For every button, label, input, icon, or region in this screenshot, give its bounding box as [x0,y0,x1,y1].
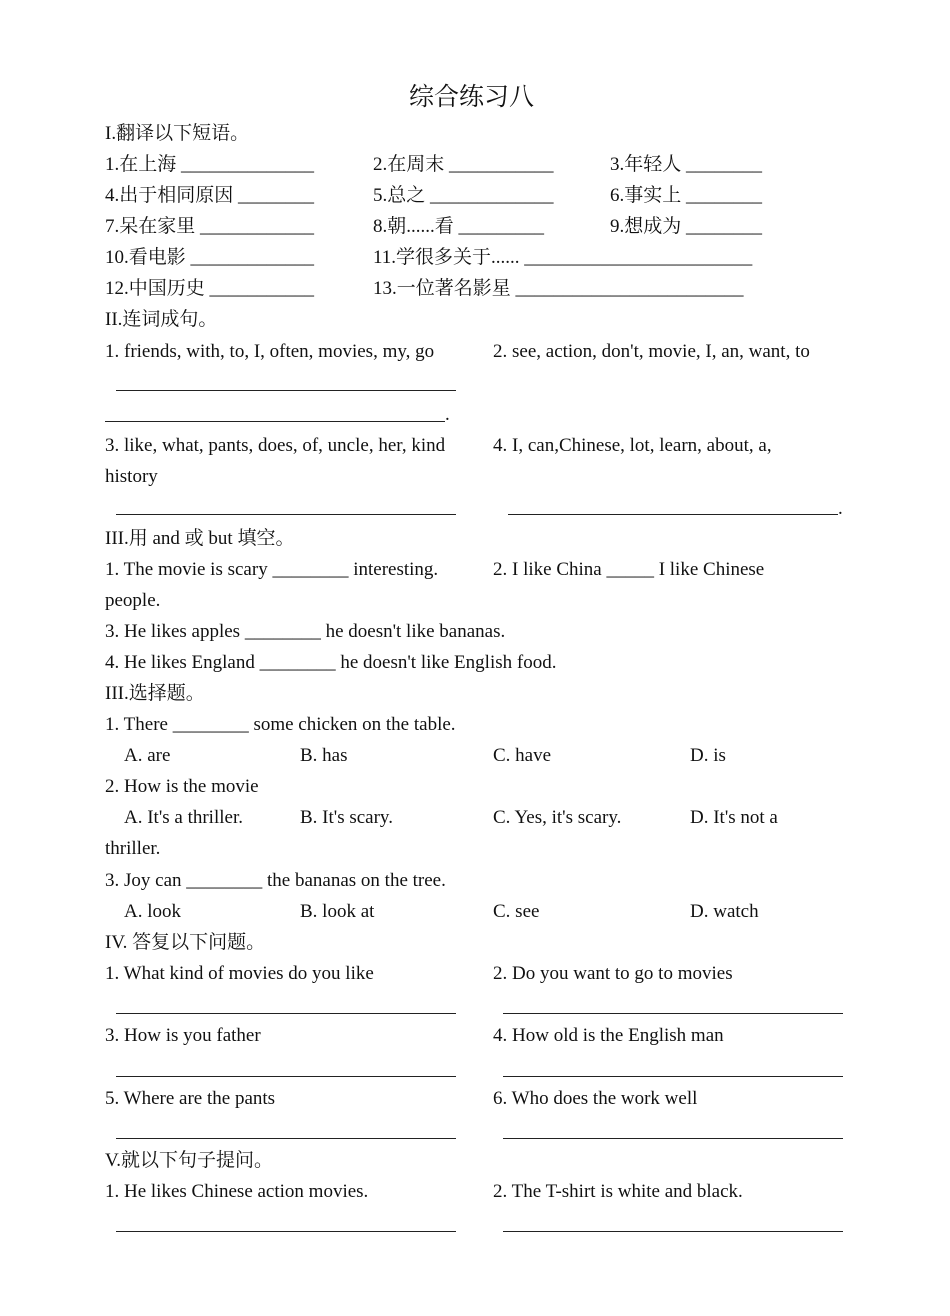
option-a[interactable]: A. are [124,745,171,766]
option-c[interactable]: C. have [493,745,552,766]
s1-item-11: 11.学很多关于...... ________________________ [373,247,753,268]
s3-question-1: 1. The movie is scary ________ interesting. [105,559,439,580]
option-d[interactable]: D. watch [690,901,759,922]
s5-question-2: 2. Do you want to go to movies [493,963,733,984]
s4-question-3: 3. Joy can ________ the bananas on the tree. [105,870,446,891]
s1-item-6: 6.事实上 ________ [610,185,763,206]
s6-question-2: 2. The T-shirt is white and black. [493,1181,743,1202]
option-d-cont: thriller. [105,838,161,859]
answer-line[interactable] [508,514,838,515]
option-d[interactable]: D. is [690,745,726,766]
s1-item-4: 4.出于相同原因 ________ [105,185,315,206]
section-4-heading: III.选择题。 [105,683,205,704]
sentence-period: . [838,498,843,519]
section-6-heading: V.就以下句子提问。 [105,1150,274,1171]
s4-question-1: 1. There ________ some chicken on the table. [105,714,456,735]
s1-item-12: 12.中国历史 ___________ [105,278,315,299]
s1-item-1: 1.在上海 ______________ [105,154,315,175]
s2-question-1: 1. friends, with, to, I, often, movies, my, go [105,341,435,362]
s1-item-13: 13.一位著名影星 ________________________ [373,278,744,299]
s2-question-4: 4. I, can,Chinese, lot, learn, about, a, [493,435,772,456]
option-a[interactable]: A. look [124,901,181,922]
s4-question-2: 2. How is the movie [105,776,259,797]
answer-line[interactable] [105,421,445,422]
s3-question-4: 4. He likes England ________ he doesn't like English food. [105,652,557,673]
s3-question-2: 2. I like China _____ I like Chinese [493,559,765,580]
s1-item-10: 10.看电影 _____________ [105,247,315,268]
option-d[interactable]: D. It's not a [690,807,778,828]
sentence-period: . [445,404,450,425]
answer-line[interactable] [116,514,456,515]
answer-line[interactable] [116,390,456,391]
s5-question-5: 5. Where are the pants [105,1088,276,1109]
s1-item-8: 8.朝......看 _________ [373,216,545,237]
answer-line[interactable] [116,1076,456,1077]
s1-item-2: 2.在周末 ___________ [373,154,554,175]
page-title: 综合练习八 [409,84,535,111]
answer-line[interactable] [503,1231,843,1232]
s2-question-3-cont: history [105,466,158,487]
s1-item-3: 3.年轻人 ________ [610,154,763,175]
s5-question-4: 4. How old is the English man [493,1025,724,1046]
answer-line[interactable] [503,1138,843,1139]
answer-line[interactable] [116,1013,456,1014]
answer-line[interactable] [503,1076,843,1077]
option-c[interactable]: C. Yes, it's scary. [493,807,622,828]
s1-item-7: 7.呆在家里 ____________ [105,216,315,237]
option-b[interactable]: B. It's scary. [300,807,393,828]
answer-line[interactable] [116,1138,456,1139]
s1-item-5: 5.总之 _____________ [373,185,554,206]
s2-question-3: 3. like, what, pants, does, of, uncle, her, kind [105,435,446,456]
s5-question-3: 3. How is you father [105,1025,261,1046]
section-5-heading: IV. 答复以下问题。 [105,932,266,953]
option-b[interactable]: B. look at [300,901,375,922]
s2-question-2: 2. see, action, don't, movie, I, an, want, to [493,341,810,362]
s3-question-3: 3. He likes apples ________ he doesn't like bananas. [105,621,506,642]
option-c[interactable]: C. see [493,901,540,922]
s1-item-9: 9.想成为 ________ [610,216,763,237]
s6-question-1: 1. He likes Chinese action movies. [105,1181,369,1202]
answer-line[interactable] [503,1013,843,1014]
s5-question-1: 1. What kind of movies do you like [105,963,374,984]
s5-question-6: 6. Who does the work well [493,1088,698,1109]
section-3-heading: III.用 and 或 but 填空。 [105,528,295,549]
answer-line[interactable] [116,1231,456,1232]
section-1-heading: I.翻译以下短语。 [105,123,250,144]
section-2-heading: II.连词成句。 [105,309,218,330]
option-a[interactable]: A. It's a thriller. [124,807,243,828]
option-b[interactable]: B. has [300,745,348,766]
s3-question-2-cont: people. [105,590,161,611]
